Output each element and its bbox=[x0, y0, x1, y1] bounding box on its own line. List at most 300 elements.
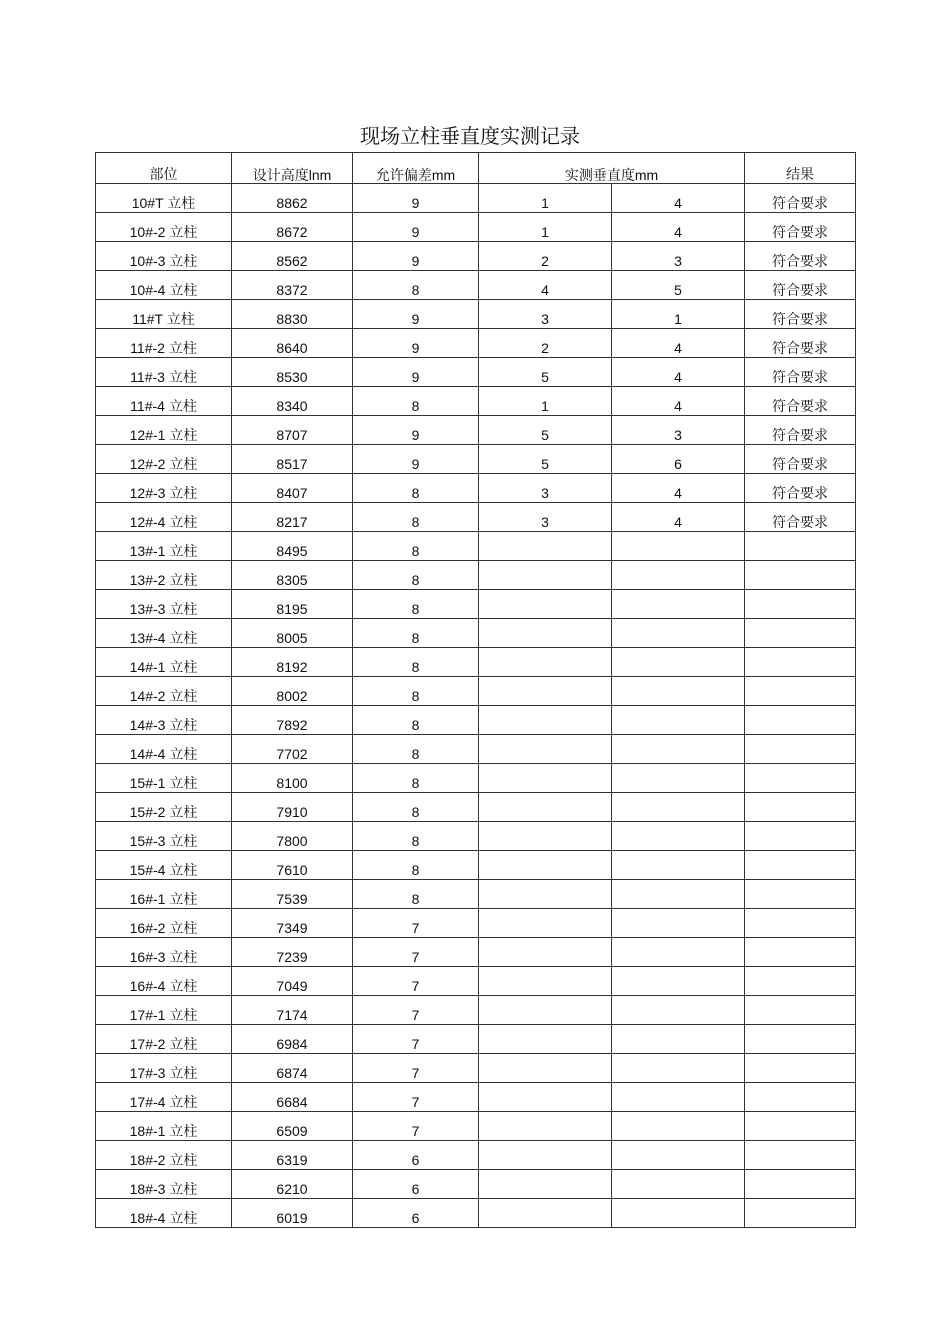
cell-measured-1 bbox=[479, 677, 612, 706]
cell-measured-2 bbox=[612, 532, 745, 561]
cell-design-height-text: 8100 bbox=[276, 775, 308, 791]
cell-part bbox=[96, 387, 232, 416]
cell-tolerance-text: 8 bbox=[411, 601, 420, 617]
cell-part-text: 14#-1 立柱 bbox=[129, 659, 198, 675]
cell-part bbox=[96, 416, 232, 445]
cell-part-text: 10#T 立柱 bbox=[131, 195, 196, 211]
cell-measured-1 bbox=[479, 213, 612, 242]
cell-result bbox=[745, 213, 856, 242]
cell-part bbox=[96, 735, 232, 764]
cell-design-height-text: 8372 bbox=[276, 282, 308, 298]
cell-tolerance bbox=[353, 213, 479, 242]
cell-design-height bbox=[232, 967, 353, 996]
table-header-row bbox=[96, 153, 856, 184]
cell-part-text: 16#-3 立柱 bbox=[129, 949, 198, 965]
cell-part bbox=[96, 445, 232, 474]
cell-design-height-text: 7349 bbox=[276, 920, 308, 936]
cell-design-height-text: 6684 bbox=[276, 1094, 308, 1110]
cell-measured-1-text: 5 bbox=[541, 427, 549, 443]
cell-tolerance-text: 8 bbox=[411, 891, 420, 907]
cell-part bbox=[96, 967, 232, 996]
cell-measured-2 bbox=[612, 329, 745, 358]
cell-measured-2 bbox=[612, 358, 745, 387]
cell-measured-1 bbox=[479, 329, 612, 358]
cell-tolerance-text: 8 bbox=[411, 688, 420, 704]
cell-part-text: 15#-3 立柱 bbox=[129, 833, 198, 849]
cell-measured-1 bbox=[479, 271, 612, 300]
cell-part-text: 17#-1 立柱 bbox=[129, 1007, 198, 1023]
cell-measured-1-text: 3 bbox=[541, 311, 549, 327]
cell-measured-2 bbox=[612, 213, 745, 242]
cell-part-text: 11#-2 立柱 bbox=[130, 340, 197, 356]
cell-tolerance-text: 9 bbox=[411, 340, 420, 356]
cell-measured-1 bbox=[479, 851, 612, 880]
cell-measured-2 bbox=[612, 1025, 745, 1054]
cell-measured-1 bbox=[479, 1170, 612, 1199]
cell-design-height-text: 7800 bbox=[276, 833, 308, 849]
table-row bbox=[96, 445, 856, 474]
cell-measured-2 bbox=[612, 445, 745, 474]
table-row bbox=[96, 329, 856, 358]
cell-part-text: 14#-3 立柱 bbox=[129, 717, 198, 733]
cell-part bbox=[96, 271, 232, 300]
cell-measured-1-text: 4 bbox=[541, 282, 549, 298]
cell-measured-2 bbox=[612, 851, 745, 880]
table-row bbox=[96, 1025, 856, 1054]
cell-tolerance bbox=[353, 590, 479, 619]
cell-tolerance-text: 7 bbox=[411, 1007, 420, 1023]
cell-result bbox=[745, 503, 856, 532]
cell-measured-1 bbox=[479, 1025, 612, 1054]
cell-tolerance bbox=[353, 300, 479, 329]
cell-result bbox=[745, 532, 856, 561]
cell-tolerance-text: 8 bbox=[411, 398, 420, 414]
cell-measured-2 bbox=[612, 1141, 745, 1170]
cell-measured-1 bbox=[479, 1054, 612, 1083]
cell-result bbox=[745, 416, 856, 445]
table-row bbox=[96, 648, 856, 677]
table-row bbox=[96, 764, 856, 793]
table-row bbox=[96, 619, 856, 648]
cell-measured-2-text: 5 bbox=[674, 282, 682, 298]
cell-design-height-text: 8192 bbox=[276, 659, 308, 675]
cell-measured-1 bbox=[479, 358, 612, 387]
cell-measured-1 bbox=[479, 416, 612, 445]
cell-measured-1-text: 1 bbox=[541, 398, 549, 414]
table-row bbox=[96, 561, 856, 590]
cell-result-text: 符合要求 bbox=[772, 224, 829, 240]
cell-measured-1 bbox=[479, 1141, 612, 1170]
cell-tolerance bbox=[353, 271, 479, 300]
cell-part bbox=[96, 822, 232, 851]
cell-design-height-text: 6210 bbox=[276, 1181, 308, 1197]
cell-tolerance bbox=[353, 648, 479, 677]
cell-measured-1-text: 5 bbox=[541, 369, 549, 385]
cell-design-height-text: 8305 bbox=[276, 572, 308, 588]
cell-tolerance-text: 8 bbox=[411, 717, 420, 733]
cell-result-text: 符合要求 bbox=[772, 340, 829, 356]
page-title: 现场立柱垂直度实测记录 bbox=[360, 124, 580, 148]
cell-design-height-text: 8640 bbox=[276, 340, 308, 356]
table-row bbox=[96, 880, 856, 909]
cell-result bbox=[745, 938, 856, 967]
cell-part-text: 11#T 立柱 bbox=[132, 311, 195, 327]
cell-part-text: 13#-3 立柱 bbox=[129, 601, 198, 617]
cell-part bbox=[96, 532, 232, 561]
cell-design-height bbox=[232, 1141, 353, 1170]
cell-measured-1 bbox=[479, 242, 612, 271]
cell-measured-2 bbox=[612, 387, 745, 416]
cell-measured-1 bbox=[479, 184, 612, 213]
cell-tolerance-text: 8 bbox=[411, 282, 420, 298]
cell-measured-2 bbox=[612, 880, 745, 909]
cell-part-text: 13#-4 立柱 bbox=[129, 630, 198, 646]
cell-result-text: 符合要求 bbox=[772, 456, 829, 472]
cell-design-height-text: 8495 bbox=[276, 543, 308, 559]
cell-tolerance bbox=[353, 1083, 479, 1112]
cell-design-height bbox=[232, 822, 353, 851]
cell-design-height bbox=[232, 619, 353, 648]
cell-part bbox=[96, 880, 232, 909]
cell-design-height bbox=[232, 213, 353, 242]
cell-tolerance bbox=[353, 619, 479, 648]
cell-measured-1 bbox=[479, 474, 612, 503]
cell-part bbox=[96, 474, 232, 503]
cell-measured-1 bbox=[479, 764, 612, 793]
cell-result bbox=[745, 822, 856, 851]
cell-design-height-text: 8340 bbox=[276, 398, 308, 414]
cell-design-height bbox=[232, 764, 353, 793]
cell-tolerance-text: 8 bbox=[411, 804, 420, 820]
cell-design-height-text: 6874 bbox=[276, 1065, 308, 1081]
cell-design-height-text: 6509 bbox=[276, 1123, 308, 1139]
table-row bbox=[96, 416, 856, 445]
cell-measured-1 bbox=[479, 967, 612, 996]
cell-part bbox=[96, 590, 232, 619]
cell-measured-2-text: 4 bbox=[674, 514, 682, 530]
cell-design-height-text: 7610 bbox=[276, 862, 308, 878]
cell-result bbox=[745, 445, 856, 474]
cell-part bbox=[96, 242, 232, 271]
cell-tolerance-text: 9 bbox=[411, 427, 420, 443]
cell-measured-1-text: 5 bbox=[541, 456, 549, 472]
cell-measured-2 bbox=[612, 967, 745, 996]
cell-measured-2 bbox=[612, 1083, 745, 1112]
cell-part-text: 15#-1 立柱 bbox=[129, 775, 198, 791]
table-row bbox=[96, 474, 856, 503]
cell-measured-1 bbox=[479, 793, 612, 822]
cell-part-text: 10#-2 立柱 bbox=[129, 224, 198, 240]
cell-result bbox=[745, 1170, 856, 1199]
cell-design-height-text: 8862 bbox=[276, 195, 308, 211]
cell-design-height bbox=[232, 706, 353, 735]
header-measured: 实测垂直度mm bbox=[479, 153, 745, 184]
cell-part bbox=[96, 561, 232, 590]
cell-result bbox=[745, 648, 856, 677]
table-row bbox=[96, 735, 856, 764]
cell-measured-1-text: 3 bbox=[541, 514, 549, 530]
cell-part bbox=[96, 1170, 232, 1199]
table-row bbox=[96, 793, 856, 822]
cell-tolerance bbox=[353, 184, 479, 213]
cell-tolerance-text: 8 bbox=[411, 630, 420, 646]
cell-tolerance bbox=[353, 851, 479, 880]
cell-tolerance-text: 8 bbox=[411, 485, 420, 501]
cell-tolerance bbox=[353, 329, 479, 358]
cell-tolerance-text: 8 bbox=[411, 543, 420, 559]
cell-tolerance-text: 8 bbox=[411, 659, 420, 675]
table-row bbox=[96, 909, 856, 938]
cell-part-text: 18#-1 立柱 bbox=[129, 1123, 198, 1139]
cell-part-text: 12#-4 立柱 bbox=[129, 514, 198, 530]
cell-result bbox=[745, 300, 856, 329]
cell-measured-2-text: 4 bbox=[674, 224, 682, 240]
cell-result bbox=[745, 619, 856, 648]
header-tolerance: 允许偏差mm bbox=[353, 153, 479, 184]
cell-tolerance-text: 8 bbox=[411, 833, 420, 849]
cell-measured-2 bbox=[612, 677, 745, 706]
cell-tolerance-text: 6 bbox=[411, 1181, 420, 1197]
cell-result bbox=[745, 242, 856, 271]
cell-design-height-text: 8517 bbox=[276, 456, 308, 472]
cell-tolerance bbox=[353, 242, 479, 271]
cell-design-height bbox=[232, 1170, 353, 1199]
cell-tolerance bbox=[353, 561, 479, 590]
cell-tolerance-text: 7 bbox=[411, 1065, 420, 1081]
cell-part bbox=[96, 503, 232, 532]
cell-part-text: 10#-3 立柱 bbox=[129, 253, 198, 269]
table-row bbox=[96, 213, 856, 242]
cell-design-height-text: 6984 bbox=[276, 1036, 308, 1052]
cell-tolerance-text: 9 bbox=[411, 311, 420, 327]
cell-part-text: 15#-2 立柱 bbox=[129, 804, 198, 820]
header-design-height: 设计高度lnm bbox=[232, 153, 353, 184]
cell-measured-1 bbox=[479, 938, 612, 967]
cell-measured-1-text: 1 bbox=[541, 224, 549, 240]
table-row bbox=[96, 996, 856, 1025]
cell-design-height bbox=[232, 300, 353, 329]
cell-tolerance bbox=[353, 416, 479, 445]
cell-measured-1 bbox=[479, 300, 612, 329]
cell-tolerance bbox=[353, 387, 479, 416]
cell-design-height bbox=[232, 880, 353, 909]
cell-part-text: 14#-2 立柱 bbox=[129, 688, 198, 704]
cell-part-text: 17#-3 立柱 bbox=[129, 1065, 198, 1081]
cell-tolerance-text: 8 bbox=[411, 775, 420, 791]
cell-tolerance-text: 7 bbox=[411, 1123, 420, 1139]
cell-part bbox=[96, 996, 232, 1025]
cell-measured-2 bbox=[612, 619, 745, 648]
cell-design-height-text: 8005 bbox=[276, 630, 308, 646]
cell-part bbox=[96, 764, 232, 793]
cell-part bbox=[96, 300, 232, 329]
cell-tolerance bbox=[353, 445, 479, 474]
cell-design-height bbox=[232, 1112, 353, 1141]
cell-result bbox=[745, 735, 856, 764]
cell-measured-2 bbox=[612, 909, 745, 938]
cell-result bbox=[745, 387, 856, 416]
cell-measured-2 bbox=[612, 1112, 745, 1141]
cell-measured-2 bbox=[612, 822, 745, 851]
cell-tolerance-text: 9 bbox=[411, 253, 420, 269]
cell-design-height bbox=[232, 445, 353, 474]
cell-design-height-text: 8217 bbox=[276, 514, 308, 530]
cell-part-text: 13#-1 立柱 bbox=[129, 543, 198, 559]
cell-measured-1 bbox=[479, 1083, 612, 1112]
cell-measured-2-text: 4 bbox=[674, 340, 682, 356]
cell-measured-2-text: 3 bbox=[674, 427, 682, 443]
cell-measured-1 bbox=[479, 1112, 612, 1141]
cell-measured-2 bbox=[612, 1054, 745, 1083]
cell-design-height-text: 8672 bbox=[276, 224, 308, 240]
cell-part-text: 17#-2 立柱 bbox=[129, 1036, 198, 1052]
cell-result bbox=[745, 474, 856, 503]
cell-design-height bbox=[232, 358, 353, 387]
cell-result bbox=[745, 1141, 856, 1170]
cell-measured-2-text: 4 bbox=[674, 485, 682, 501]
cell-part bbox=[96, 1141, 232, 1170]
cell-result bbox=[745, 996, 856, 1025]
cell-tolerance bbox=[353, 1112, 479, 1141]
cell-part bbox=[96, 706, 232, 735]
cell-measured-1-text: 2 bbox=[541, 340, 549, 356]
cell-measured-1 bbox=[479, 880, 612, 909]
cell-measured-2 bbox=[612, 242, 745, 271]
cell-design-height bbox=[232, 648, 353, 677]
cell-part-text: 16#-1 立柱 bbox=[129, 891, 198, 907]
table-row bbox=[96, 184, 856, 213]
cell-result-text: 符合要求 bbox=[772, 253, 829, 269]
cell-part bbox=[96, 648, 232, 677]
cell-result-text: 符合要求 bbox=[772, 485, 829, 501]
cell-design-height bbox=[232, 590, 353, 619]
cell-design-height bbox=[232, 271, 353, 300]
table-row bbox=[96, 1083, 856, 1112]
cell-design-height bbox=[232, 996, 353, 1025]
cell-result bbox=[745, 706, 856, 735]
cell-part-text: 18#-2 立柱 bbox=[129, 1152, 198, 1168]
cell-part-text: 11#-3 立柱 bbox=[130, 369, 197, 385]
cell-part bbox=[96, 329, 232, 358]
cell-part-text: 11#-4 立柱 bbox=[130, 398, 197, 414]
table-row bbox=[96, 358, 856, 387]
cell-design-height bbox=[232, 1083, 353, 1112]
cell-design-height bbox=[232, 329, 353, 358]
cell-result-text: 符合要求 bbox=[772, 195, 829, 211]
cell-measured-1 bbox=[479, 822, 612, 851]
cell-measured-2-text: 4 bbox=[674, 398, 682, 414]
cell-result bbox=[745, 909, 856, 938]
cell-tolerance bbox=[353, 764, 479, 793]
verticality-record-table bbox=[95, 152, 856, 1228]
cell-measured-2-text: 4 bbox=[674, 195, 682, 211]
cell-tolerance-text: 9 bbox=[411, 456, 420, 472]
cell-part bbox=[96, 909, 232, 938]
table-row bbox=[96, 387, 856, 416]
cell-measured-1 bbox=[479, 1199, 612, 1228]
cell-design-height bbox=[232, 1199, 353, 1228]
cell-result bbox=[745, 677, 856, 706]
table-row bbox=[96, 590, 856, 619]
cell-design-height-text: 7049 bbox=[276, 978, 308, 994]
cell-tolerance-text: 9 bbox=[411, 195, 420, 211]
table-row bbox=[96, 822, 856, 851]
cell-design-height-text: 7174 bbox=[276, 1007, 308, 1023]
cell-design-height-text: 8707 bbox=[276, 427, 308, 443]
cell-design-height-text: 8830 bbox=[276, 311, 308, 327]
cell-measured-1-text: 2 bbox=[541, 253, 549, 269]
cell-tolerance-text: 8 bbox=[411, 746, 420, 762]
cell-result bbox=[745, 967, 856, 996]
table-body bbox=[96, 184, 856, 1228]
cell-design-height-text: 8530 bbox=[276, 369, 308, 385]
cell-tolerance-text: 9 bbox=[411, 224, 420, 240]
cell-design-height-text: 8562 bbox=[276, 253, 308, 269]
header-result: 结果 bbox=[745, 153, 856, 184]
cell-design-height bbox=[232, 1054, 353, 1083]
cell-design-height bbox=[232, 532, 353, 561]
cell-tolerance-text: 8 bbox=[411, 862, 420, 878]
cell-measured-1-text: 1 bbox=[541, 195, 549, 211]
cell-measured-1 bbox=[479, 445, 612, 474]
cell-design-height-text: 6019 bbox=[276, 1210, 308, 1226]
table-row bbox=[96, 706, 856, 735]
cell-tolerance-text: 6 bbox=[411, 1152, 420, 1168]
table-row bbox=[96, 1112, 856, 1141]
cell-part-text: 17#-4 立柱 bbox=[129, 1094, 198, 1110]
cell-measured-2 bbox=[612, 590, 745, 619]
table-row bbox=[96, 677, 856, 706]
cell-design-height-text: 7910 bbox=[276, 804, 308, 820]
cell-measured-2 bbox=[612, 793, 745, 822]
cell-result-text: 符合要求 bbox=[772, 311, 829, 327]
cell-result bbox=[745, 764, 856, 793]
cell-part-text: 12#-2 立柱 bbox=[129, 456, 198, 472]
cell-design-height-text: 7239 bbox=[276, 949, 308, 965]
cell-part bbox=[96, 1025, 232, 1054]
cell-design-height-text: 7892 bbox=[276, 717, 308, 733]
cell-part bbox=[96, 184, 232, 213]
cell-measured-2 bbox=[612, 764, 745, 793]
cell-result bbox=[745, 561, 856, 590]
cell-measured-2 bbox=[612, 503, 745, 532]
table-row bbox=[96, 300, 856, 329]
cell-part-text: 18#-4 立柱 bbox=[129, 1210, 198, 1226]
cell-tolerance bbox=[353, 822, 479, 851]
cell-tolerance bbox=[353, 474, 479, 503]
cell-tolerance-text: 7 bbox=[411, 1036, 420, 1052]
cell-tolerance bbox=[353, 532, 479, 561]
cell-part-text: 16#-2 立柱 bbox=[129, 920, 198, 936]
cell-tolerance bbox=[353, 1025, 479, 1054]
cell-measured-2 bbox=[612, 416, 745, 445]
cell-design-height-text: 6319 bbox=[276, 1152, 308, 1168]
table-row bbox=[96, 967, 856, 996]
cell-measured-2-text: 4 bbox=[674, 369, 682, 385]
cell-tolerance bbox=[353, 503, 479, 532]
cell-tolerance bbox=[353, 358, 479, 387]
table-row bbox=[96, 1054, 856, 1083]
cell-tolerance bbox=[353, 706, 479, 735]
cell-measured-2 bbox=[612, 561, 745, 590]
cell-tolerance bbox=[353, 793, 479, 822]
cell-design-height-text: 7539 bbox=[276, 891, 308, 907]
cell-measured-2 bbox=[612, 474, 745, 503]
cell-measured-1 bbox=[479, 706, 612, 735]
cell-tolerance bbox=[353, 735, 479, 764]
cell-design-height-text: 8002 bbox=[276, 688, 308, 704]
cell-tolerance-text: 6 bbox=[411, 1210, 420, 1226]
